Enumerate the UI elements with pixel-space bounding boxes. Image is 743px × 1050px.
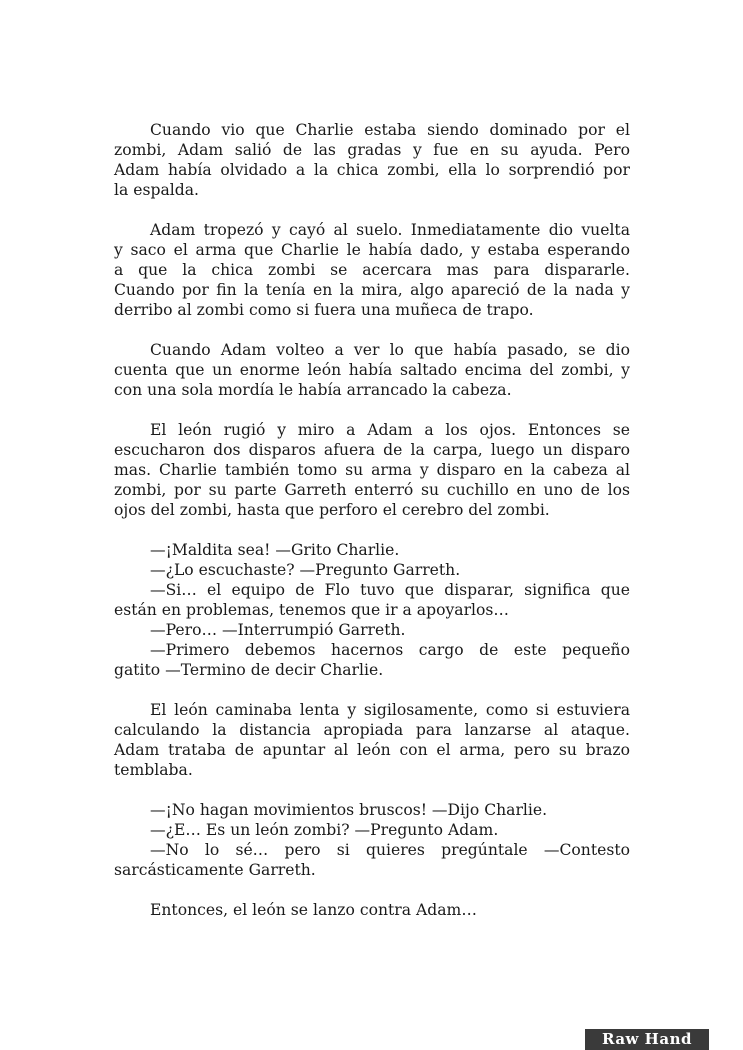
text-line: Cuando Adam volteo a ver lo que había pasado, se dio	[150, 341, 630, 359]
dialogue-line: gatito —Termino de decir Charlie.	[114, 661, 384, 679]
text-line: Entonces, el león se lanzo contra Adam…	[150, 901, 477, 919]
dialogue-line: —Si… el equipo de Flo tuvo que disparar, significa que	[150, 581, 630, 599]
text-line: con una sola mordía le había arrancado la cabeza.	[114, 381, 512, 399]
paragraph	[114, 220, 630, 320]
dialogue-block	[114, 540, 630, 680]
text-line: El león rugió y miro a Adam a los ojos. Entonces se	[150, 421, 630, 439]
dialogue-line: —¿E… Es un león zombi? —Pregunto Adam.	[150, 821, 499, 839]
dialogue-line: —¡No hagan movimientos bruscos! —Dijo Charlie.	[150, 801, 548, 819]
watermark-badge: Raw Hand	[585, 1029, 709, 1050]
dialogue-line: —¿Lo escuchaste? —Pregunto Garreth.	[150, 561, 461, 579]
text-line: Cuando por fin la tenía en la mira, algo apareció de la nada y	[114, 281, 630, 299]
text-line: zombi, Adam salió de las gradas y fue en su ayuda. Pero	[114, 141, 630, 159]
paragraph	[114, 900, 630, 920]
text-line: Adam había olvidado a la chica zombi, ella lo sorprendió por	[114, 161, 630, 179]
dialogue-line: —Primero debemos hacernos cargo de este pequeño	[150, 641, 630, 659]
dialogue-line: sarcásticamente Garreth.	[114, 861, 316, 879]
paragraph	[114, 420, 630, 520]
paragraph	[114, 340, 630, 400]
text-line: escucharon dos disparos afuera de la carpa, luego un disparo	[114, 441, 630, 459]
text-line: a que la chica zombi se acercara mas para dispararle.	[114, 261, 630, 279]
dialogue-line: —¡Maldita sea! —Grito Charlie.	[150, 541, 400, 559]
text-line: Cuando vio que Charlie estaba siendo dominado por el	[150, 121, 630, 139]
text-line: temblaba.	[114, 761, 193, 779]
dialogue-line: —No lo sé… pero si quieres pregúntale —Contesto	[150, 841, 630, 859]
dialogue-line: —Pero… —Interrumpió Garreth.	[150, 621, 406, 639]
text-line: zombi, por su parte Garreth enterró su cuchillo en uno de los	[114, 481, 630, 499]
dialogue-line: están en problemas, tenemos que ir a apoyarlos…	[114, 601, 510, 619]
text-line: cuenta que un enorme león había saltado encima del zombi, y	[114, 361, 630, 379]
text-line: la espalda.	[114, 181, 199, 199]
paragraph	[114, 700, 630, 780]
text-line: calculando la distancia apropiada para lanzarse al ataque.	[114, 721, 630, 739]
text-line: derribo al zombi como si fuera una muñeca de trapo.	[114, 301, 534, 319]
text-line: Adam tropezó y cayó al suelo. Inmediatamente dio vuelta	[150, 221, 630, 239]
dialogue-block	[114, 800, 630, 880]
paragraph	[114, 120, 630, 200]
text-line: y saco el arma que Charlie le había dado, y estaba esperando	[114, 241, 630, 259]
text-line: Adam trataba de apuntar al león con el arma, pero su brazo	[114, 741, 630, 759]
document-body	[114, 120, 630, 940]
text-line: El león caminaba lenta y sigilosamente, como si estuviera	[150, 701, 630, 719]
text-line: mas. Charlie también tomo su arma y disparo en la cabeza al	[114, 461, 630, 479]
text-line: ojos del zombi, hasta que perforo el cerebro del zombi.	[114, 501, 550, 519]
